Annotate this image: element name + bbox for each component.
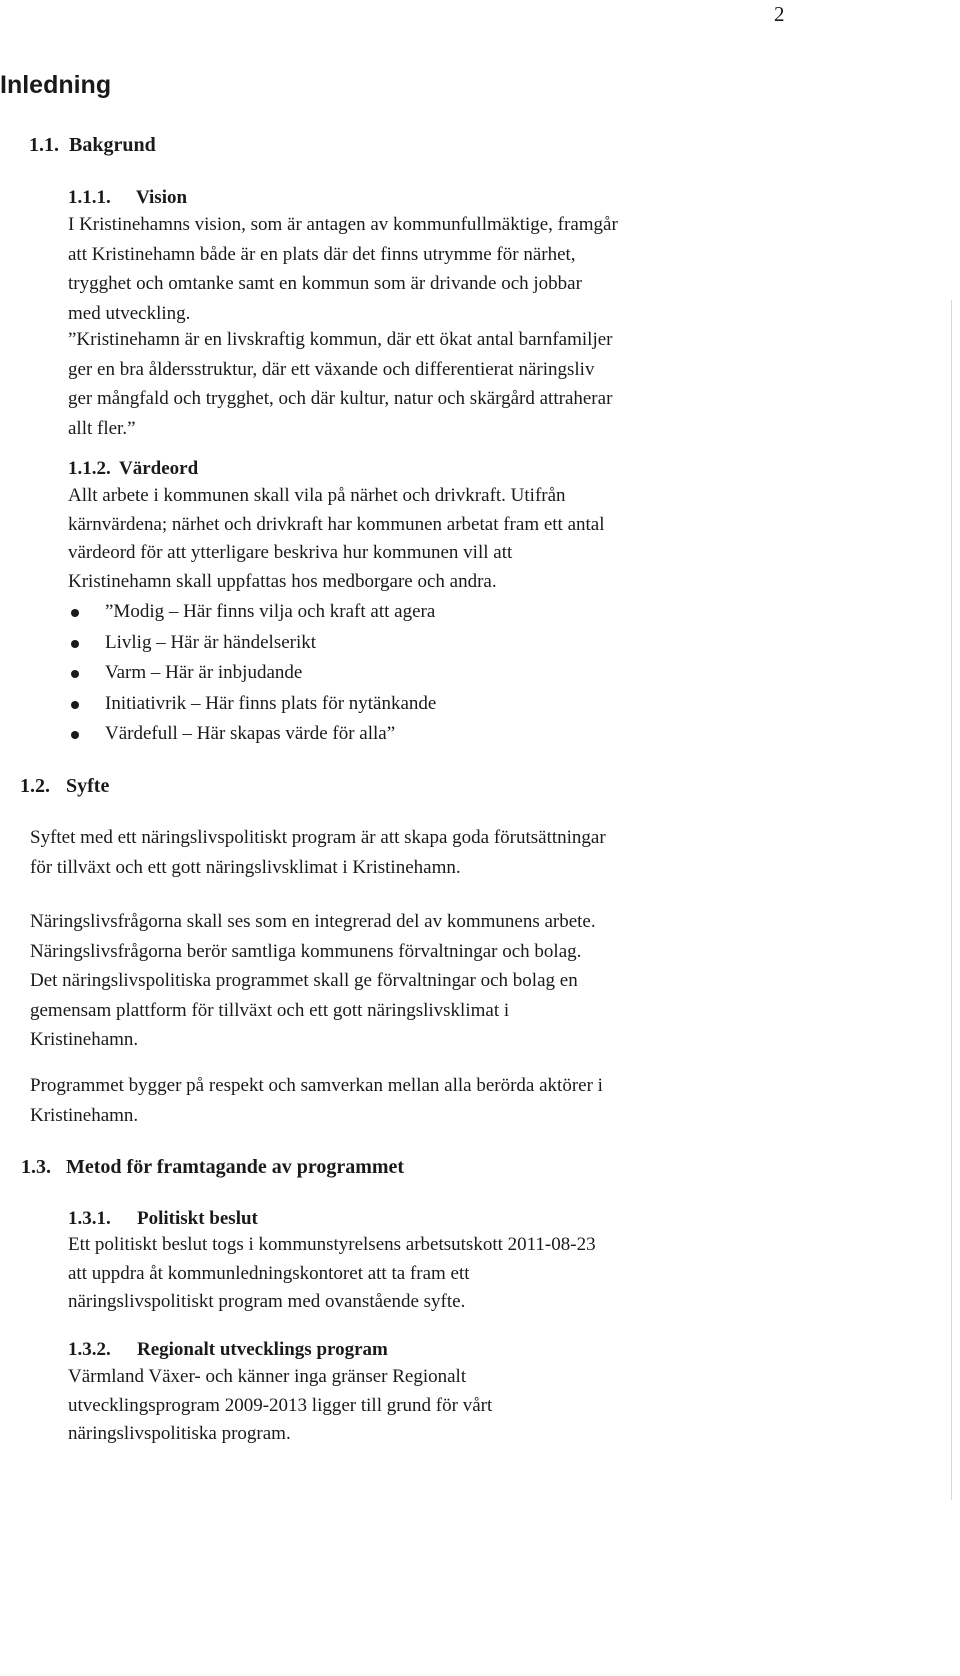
- text-line: ger en bra åldersstruktur, där ett växande och differentierat näringsliv: [68, 358, 595, 380]
- list-item: [68, 658, 436, 689]
- subheading-vardeord: [68, 457, 198, 481]
- regionalt-program-paragraph: [68, 1363, 492, 1449]
- chapter-title: Inledning: [0, 71, 112, 99]
- text-line: Allt arbete i kommunen skall vila på närhet och drivkraft. Utifrån: [68, 485, 566, 506]
- list-item-text: Livlig – Här är händelserikt: [105, 631, 317, 653]
- bullet-icon: [71, 731, 79, 739]
- section-title: Syfte: [66, 775, 110, 797]
- subsection-number: 1.3.2.: [68, 1339, 111, 1360]
- section-heading-syfte: [20, 774, 109, 798]
- text-line: Syftet med ett näringslivspolitiskt program är att skapa goda förutsättningar: [30, 827, 606, 848]
- list-item-text: Varm – Här är inbjudande: [105, 662, 303, 683]
- subheading-vision: [68, 186, 187, 210]
- subheading-regionalt-program: [68, 1338, 388, 1362]
- text-line: kärnvärdena; närhet och drivkraft har kommunen arbetat fram ett antal: [68, 513, 605, 535]
- vardeord-paragraph: [68, 482, 605, 596]
- text-line: värdeord för att ytterligare beskriva hur kommunen vill att: [68, 542, 513, 563]
- section-heading-bakgrund: [29, 133, 156, 157]
- subsection-title: Politiskt beslut: [137, 1208, 258, 1229]
- text-line: allt fler.”: [68, 417, 136, 439]
- section-number: 1.2.: [20, 775, 50, 797]
- bullet-icon: [71, 609, 79, 617]
- text-line: att uppdra åt kommunledningskontoret att ta fram ett: [68, 1262, 470, 1284]
- page-number: 2: [774, 2, 785, 26]
- section-title: Bakgrund: [69, 134, 156, 156]
- text-line: näringslivspolitiska program.: [68, 1423, 291, 1444]
- syfte-paragraph-2: [30, 907, 596, 1055]
- text-line: näringslivspolitiskt program med ovanstående syfte.: [68, 1291, 466, 1312]
- text-line: I Kristinehamns vision, som är antagen av kommunfullmäktige, framgår: [68, 214, 618, 235]
- bullet-icon: [71, 701, 79, 709]
- section-heading-metod: [21, 1155, 404, 1179]
- section-title: Metod för framtagande av programmet: [66, 1156, 405, 1178]
- text-line: Programmet bygger på respekt och samverkan mellan alla berörda aktörer i: [30, 1075, 603, 1096]
- section-number: 1.1.: [29, 134, 59, 156]
- text-line: trygghet och omtanke samt en kommun som är drivande och jobbar: [68, 273, 582, 294]
- bullet-icon: [71, 640, 79, 648]
- vision-quote: [68, 325, 613, 443]
- vision-paragraph: [68, 210, 618, 328]
- subsection-number: 1.1.1.: [68, 187, 111, 208]
- subsection-title: Värdeord: [119, 458, 199, 479]
- list-item: [68, 689, 436, 720]
- text-line: Det näringslivspolitiska programmet skall ge förvaltningar och bolag en: [30, 970, 578, 991]
- text-line: Kristinehamn.: [30, 1029, 139, 1050]
- syfte-paragraph-1: [30, 823, 606, 882]
- subheading-politiskt-beslut: [68, 1207, 258, 1231]
- syfte-paragraph-3: [30, 1071, 603, 1130]
- text-line: utvecklingsprogram 2009-2013 ligger till grund för vårt: [68, 1394, 493, 1416]
- list-item: [68, 597, 436, 628]
- bullet-icon: [71, 670, 79, 678]
- list-item-text: ”Modig – Här finns vilja och kraft att agera: [105, 601, 436, 622]
- text-line: för tillväxt och ett gott näringslivsklimat i Kristinehamn.: [30, 856, 461, 878]
- subsection-number: 1.3.1.: [68, 1208, 111, 1229]
- text-line: Värmland Växer- och känner inga gränser Regionalt: [68, 1366, 467, 1387]
- text-line: med utveckling.: [68, 302, 191, 324]
- subsection-number: 1.1.2.: [68, 458, 111, 479]
- value-words-list: [68, 597, 436, 750]
- list-item: [68, 628, 436, 659]
- text-line: ger mångfald och trygghet, och där kultur, natur och skärgård attraherar: [68, 388, 613, 409]
- text-line: ”Kristinehamn är en livskraftig kommun, där ett ökat antal barnfamiljer: [68, 329, 613, 350]
- scan-margin-line: [951, 300, 952, 1500]
- text-line: gemensam plattform för tillväxt och ett gott näringslivsklimat i: [30, 999, 510, 1021]
- subsection-title: Vision: [136, 187, 188, 208]
- text-line: Näringslivsfrågorna skall ses som en integrerad del av kommunens arbete.: [30, 911, 596, 932]
- list-item: [68, 719, 436, 750]
- list-item-text: Värdefull – Här skapas värde för alla”: [105, 723, 396, 744]
- text-line: Kristinehamn skall uppfattas hos medborgare och andra.: [68, 570, 497, 592]
- section-number: 1.3.: [21, 1156, 51, 1178]
- text-line: Ett politiskt beslut togs i kommunstyrelsens arbetsutskott 2011-08-23: [68, 1234, 596, 1255]
- subsection-title: Regionalt utvecklings program: [137, 1339, 388, 1360]
- text-line: Näringslivsfrågorna berör samtliga kommunens förvaltningar och bolag.: [30, 940, 582, 962]
- politiskt-beslut-paragraph: [68, 1231, 596, 1317]
- text-line: att Kristinehamn både är en plats där det finns utrymme för närhet,: [68, 243, 576, 265]
- list-item-text: Initiativrik – Här finns plats för nytänkande: [105, 692, 437, 714]
- text-line: Kristinehamn.: [30, 1104, 139, 1126]
